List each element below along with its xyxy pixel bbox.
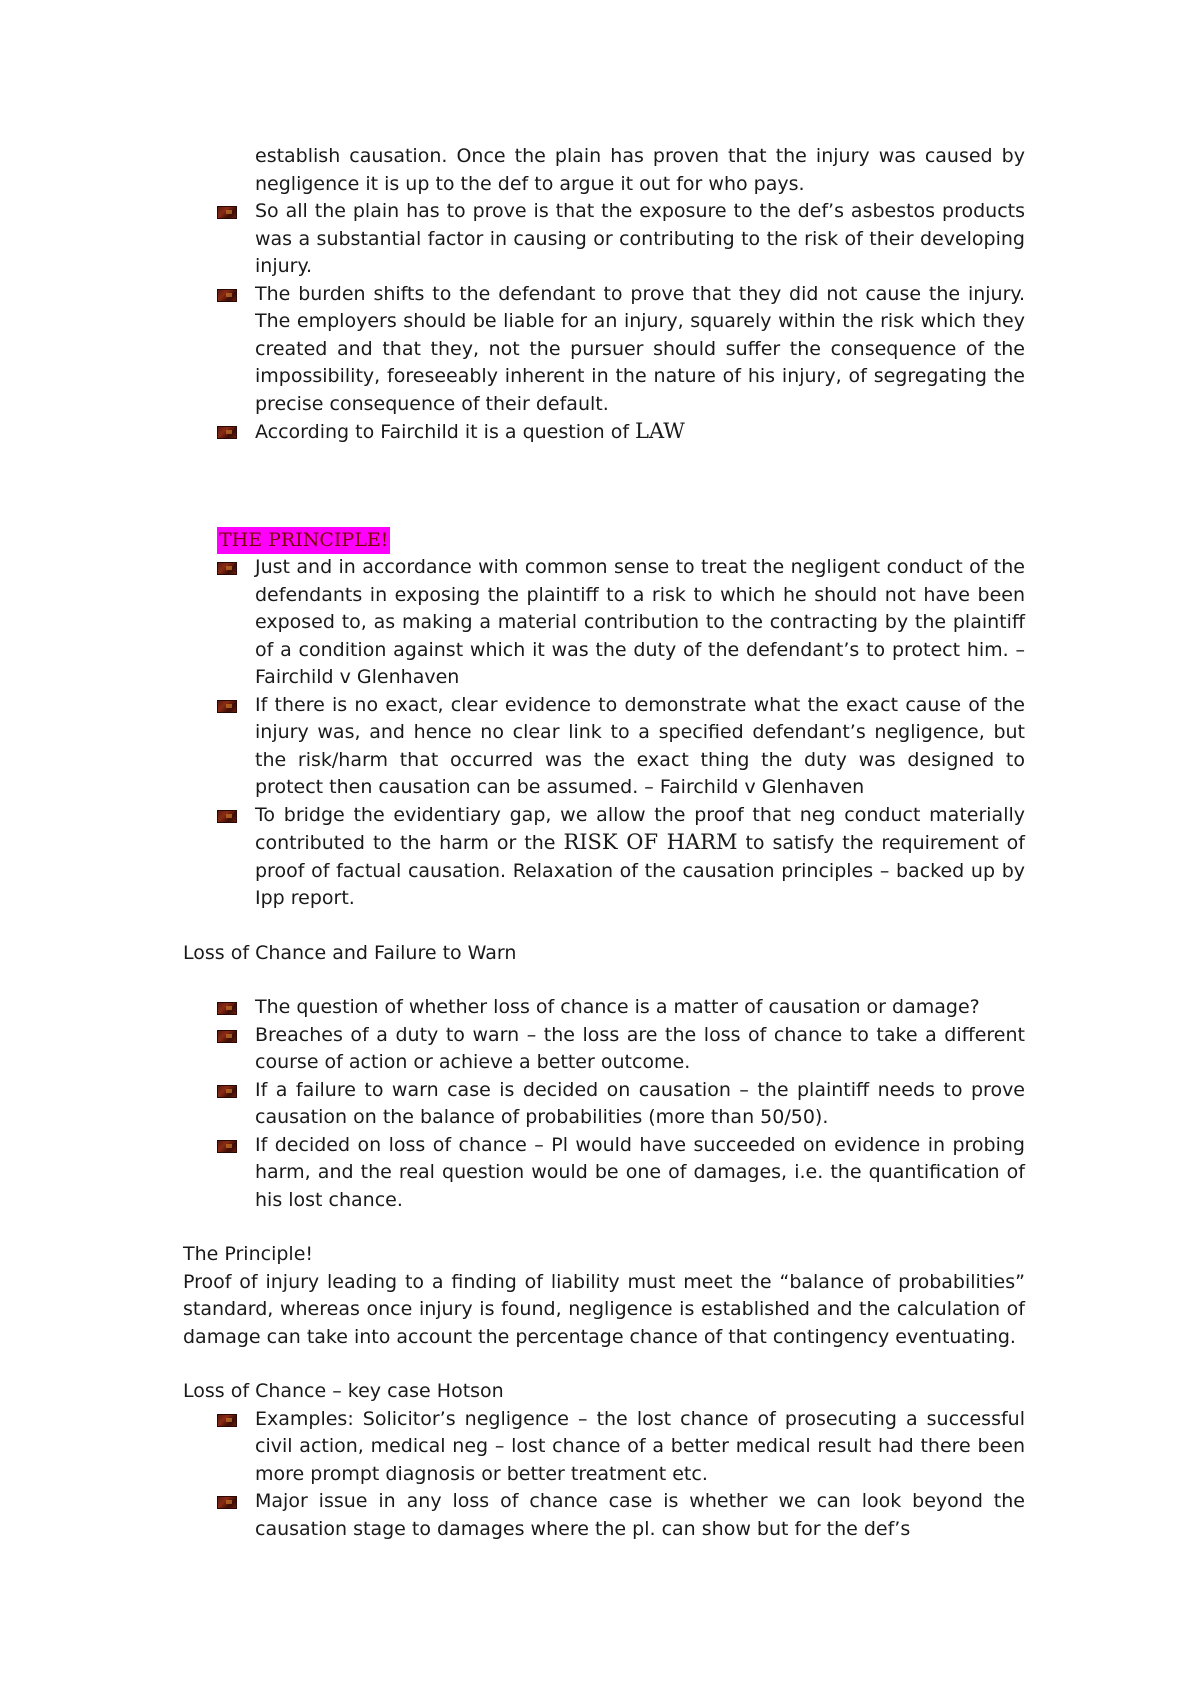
list-item: If a failure to warn case is decided on causation – the plaintiff needs to prove causation on the balance of probabilities (more than 50/50). (183, 1077, 1025, 1132)
continuation-paragraph: establish causation. Once the plain has proven that the injury was caused by negligence it is up to the def to argue it out for who pays. (255, 145, 1025, 195)
loss-of-chance-bullet-list (183, 994, 1025, 1214)
bullet-icon (217, 289, 237, 302)
list-item: Examples: Solicitor’s negligence – the lost chance of prosecuting a successful civil action, medical neg – lost chance of a better medical result had there been more prompt diagnosis or better treatment etc. (183, 1406, 1025, 1489)
bullet-icon (217, 1140, 237, 1153)
bullet-icon (217, 1496, 237, 1509)
principle-paragraph: Proof of injury leading to a finding of liability must meet the “balance of probabilities” standard, whereas once injury is found, negligence is established and the calculation of damage can take into account the percentage chance of that contingency eventuating. (183, 1270, 1025, 1348)
list-item: Just and in accordance with common sense to treat the negligent conduct of the defendants in exposing the plaintiff to a risk to which he should not have been exposed to, as making a material contribution to the contracting by the plaintiff of a condition against which it was the duty of the defendant’s to protect him. – Fairchild v Glenhaven (183, 554, 1025, 692)
bullet-icon (217, 810, 237, 823)
list-item: Major issue in any loss of chance case is whether we can look beyond the causation stage to damages where the pl. can show but for the def’s (183, 1488, 1025, 1543)
bullet-icon (217, 1002, 237, 1015)
document-content (183, 143, 1025, 1543)
list-item: The question of whether loss of chance is a matter of causation or damage? (183, 994, 1025, 1022)
bullet-icon (217, 1030, 237, 1043)
principle-subheading: The Principle! (183, 1243, 314, 1265)
loss-of-chance-heading: Loss of Chance and Failure to Warn (183, 941, 517, 964)
principle-heading-row (183, 527, 1025, 555)
list-item: So all the plain has to prove is that the exposure to the def’s asbestos products was a substantial factor in causing or contributing to the risk of their developing injury. (183, 198, 1025, 281)
hotson-heading: Loss of Chance – key case Hotson (183, 1380, 504, 1402)
list-item: According to Fairchild it is a question of LAW (183, 418, 1025, 447)
causation-bullet-list (183, 198, 1025, 447)
highlighted-heading: THE PRINCIPLE! (217, 527, 390, 554)
bullet-icon (217, 562, 237, 575)
bullet-icon (217, 700, 237, 713)
hotson-bullet-list (183, 1406, 1025, 1544)
law-emphasis: LAW (635, 419, 685, 443)
list-item: To bridge the evidentiary gap, we allow the proof that neg conduct materially contributed to the harm or the RISK OF HARM to satisfy the requirement of proof of factual causation. Relaxation of the causation principles – backed up by Ipp report. (183, 802, 1025, 913)
list-item: Breaches of a duty to warn – the loss are the loss of chance to take a different course of action or achieve a better outcome. (183, 1022, 1025, 1077)
bullet-icon (217, 1085, 237, 1098)
risk-of-harm-emphasis: RISK OF HARM (563, 830, 738, 854)
list-item: The burden shifts to the defendant to prove that they did not cause the injury. The employers should be liable for an injury, squarely within the risk which they created and that they, not the pursuer should suffer the consequence of the impossibility, foreseeably inherent in the nature of his injury, of segregating the precise consequence of their default. (183, 281, 1025, 419)
list-item: If there is no exact, clear evidence to demonstrate what the exact cause of the injury was, and hence no clear link to a specified defendant’s negligence, but the risk/harm that occurred was the exact thing the duty was designed to protect then causation can be assumed. – Fairchild v Glenhaven (183, 692, 1025, 802)
bullet-icon (217, 206, 237, 219)
bullet-icon (217, 1414, 237, 1427)
principle-bullet-list (183, 554, 1025, 913)
list-item: If decided on loss of chance – Pl would have succeeded on evidence in probing harm, and the real question would be one of damages, i.e. the quantification of his lost chance. (183, 1132, 1025, 1215)
bullet-icon (217, 426, 237, 439)
